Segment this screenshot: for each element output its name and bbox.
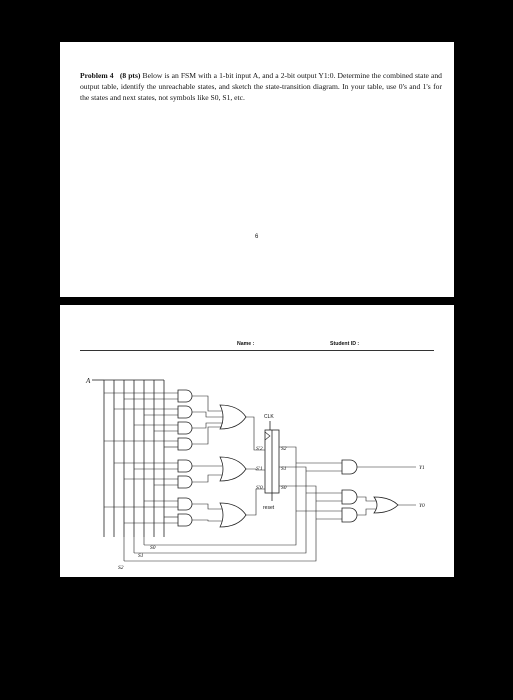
problem-page — [60, 42, 454, 297]
input-a-label: A — [86, 377, 91, 385]
output-y0: Y0 — [419, 503, 425, 509]
output-y1: Y1 — [419, 465, 425, 471]
clk-label: CLK — [264, 414, 274, 420]
student-id-label: Student ID : — [330, 341, 360, 347]
problem-heading: Problem 4 — [80, 71, 114, 80]
or-gate-column — [220, 405, 246, 527]
page-number: 6 — [255, 234, 259, 240]
feedback-s2: S2 — [118, 565, 124, 571]
feedback-s1: S1 — [138, 553, 144, 559]
state-2: S2 — [281, 446, 287, 452]
fsm-circuit-diagram — [60, 305, 454, 577]
next-state-2: S'2 — [256, 446, 263, 452]
state-1: S1 — [281, 466, 287, 472]
output-logic — [342, 460, 398, 522]
circuit-page — [60, 305, 454, 577]
name-label: Name : — [237, 341, 255, 347]
problem-points: (8 pts) — [119, 71, 141, 80]
state-0: S0 — [281, 485, 287, 491]
next-state-1: S'1 — [256, 466, 263, 472]
reset-label: reset — [263, 505, 275, 511]
problem-statement — [80, 70, 442, 104]
next-state-0: S'0 — [256, 485, 263, 491]
and-gate-column — [178, 390, 192, 526]
feedback-s0: S0 — [150, 545, 156, 551]
problem-body: Below is an FSM with a 1-bit input A, and a 2-bit output Y1:0. Determine the combined state and output table, identify the unreachable states, and sketch the state-transition diagram. In your table, use 0's and 1's for the states and next states, not symbols like S0, S1, etc. — [80, 71, 442, 103]
state-register — [256, 414, 287, 511]
